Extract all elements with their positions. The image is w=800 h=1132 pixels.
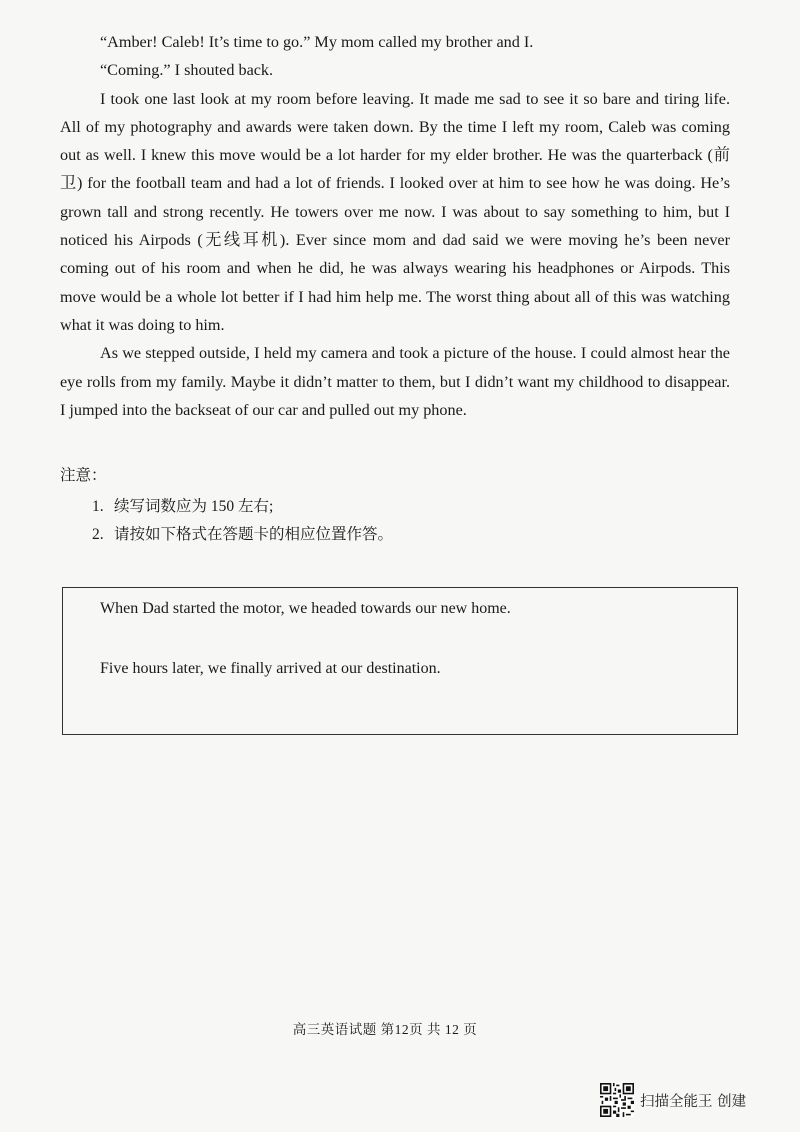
passage-paragraph-3: I took one last look at my room before leaving. It made me sad to see it so bare and tiring life. All of my photography and awards were taken down. By the time I left my room, Caleb was coming out as well. I knew this move would be a lot harder for my elder brother. He was the quarterback (前卫) for the football team and had a lot of friends. I looked over at him to see how he was doing. He’s grown tall and strong recently. He towers over me now. I was about to say something to him, but I noticed his Airpods (无线耳机). Ever since mom and dad said we were moving he’s been never coming out of his room and when he did, he was always wearing his headphones or Airpods. This move would be a whole lot better if I had him help me. The worst thing about all of this was watching what it was doing to him. [60,89,730,334]
passage-paragraph-1: “Amber! Caleb! It’s time to go.” My mom called my brother and I. [100,33,534,51]
paragraph-start-sentence-1: When Dad started the motor, we headed towards our new home. [100,600,511,617]
notes-title: 注意： [60,467,107,484]
notes-section [60,463,560,549]
answer-format-box [62,587,738,735]
page-footer: 高三英语试题 第12页 共 12 页 [292,1022,478,1037]
passage-paragraph-4: As we stepped outside, I held my camera and took a picture of the house. I could almost hear the eye rolls from my family. Maybe it didn’t matter to them, but I didn’t want my childhood to disappear. I jumped into the backseat of our car and pulled out my phone. [60,344,730,419]
note-number: 1. [92,498,104,515]
scanner-watermark [600,1082,790,1118]
note-item [92,493,560,521]
note-text: 请按如下格式在答题卡的相应位置作答。 [114,526,394,543]
passage-paragraph-2: “Coming.” I shouted back. [100,61,274,80]
story-passage [60,28,730,424]
notes-list [60,493,560,549]
note-number: 2. [92,526,104,543]
qr-code-icon [600,1083,634,1117]
note-item [92,521,560,549]
paragraph-start-sentence-2: Five hours later, we finally arrived at our destination. [100,660,441,677]
watermark-text: 扫描全能王 创建 [640,1093,747,1110]
note-text: 续写词数应为 150 左右; [114,498,274,515]
